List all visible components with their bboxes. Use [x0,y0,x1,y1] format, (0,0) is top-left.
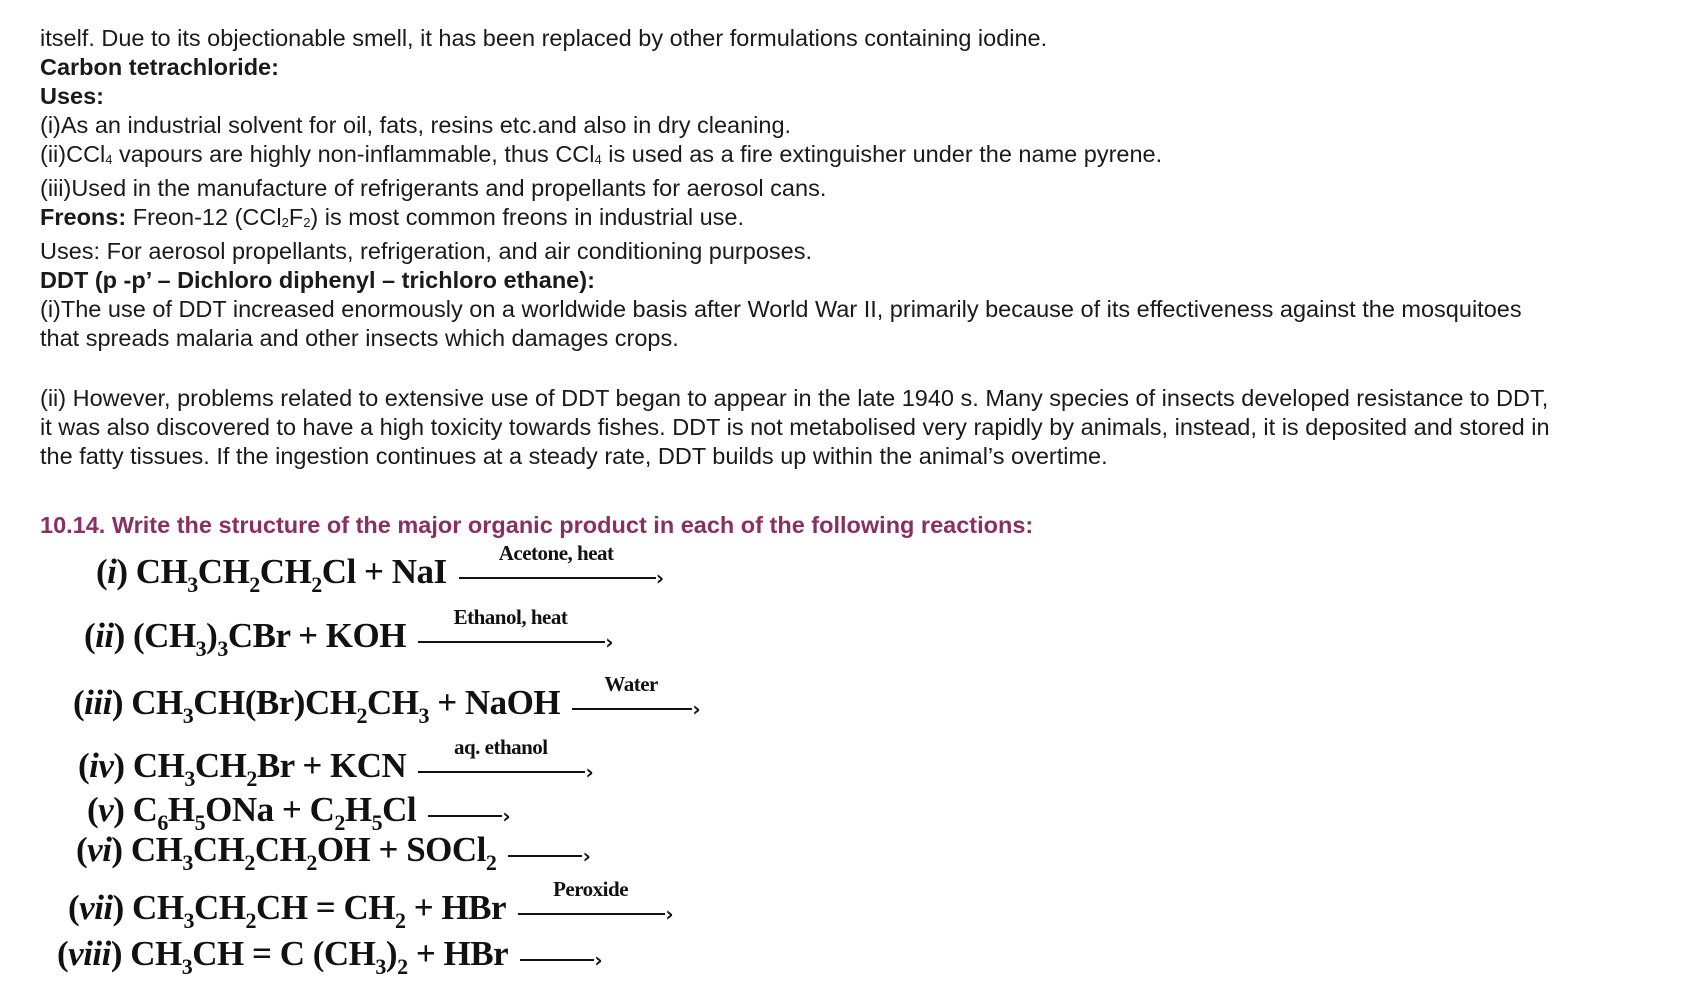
text-run: itself. Due to its objectionable smell, it has been replaced by other formulations containing iodine. [40,25,1048,51]
subscript: 5 [371,810,383,835]
reaction-ii [84,604,613,662]
text-line [40,324,1670,353]
arrow-line [518,913,665,915]
reaction-iv [78,734,594,792]
reaction-arrow-icon [572,671,701,721]
reaction-vi [76,830,590,876]
ddt-problems-paragraph [40,384,1670,471]
formula-text: CH [131,683,183,722]
subscript: 4 [105,152,113,167]
formula-text: CH [132,888,184,927]
subscript: 3 [184,766,195,791]
formula-text: + NaOH [428,683,561,722]
arrow-head: › [582,843,591,868]
reaction-label: (iii) [73,683,132,722]
reaction-numeral: vii [79,888,113,927]
reaction-condition: Acetone, heat [498,540,614,565]
subscript: 3 [217,636,228,661]
text-line [40,140,1670,174]
formula-text: CBr + KOH [227,616,406,655]
reaction-numeral: iv [89,746,114,785]
subscript: 3 [195,636,207,661]
arrow-head: › [605,629,613,654]
subscript: 2 [306,850,317,875]
subscript: 3 [187,572,198,597]
paragraph-line: (ii) However, problems related to extensive use of DDT began to appear in the late 1940 s. Many species of insects developed resistance to DDT, [40,385,1549,411]
question-heading: 10.14. Write the structure of the major organic product in each of the following reactions: [40,512,1034,538]
reaction-arrow-icon [428,803,511,828]
formula-text: CH [259,552,312,591]
formula-text: Cl + NaI [321,552,447,591]
reaction-viii [57,934,602,980]
formula-text: ) [385,934,398,973]
subscript: 2 [281,215,289,230]
formula-text: CH [194,746,247,785]
reaction-label: (iv) [78,746,133,785]
subscript: 2 [485,850,497,875]
formula-text: + HBr [407,934,509,973]
subscript: 3 [183,908,195,933]
subscript: 6 [157,810,168,835]
reaction-numeral: viii [68,934,111,973]
subscript: 4 [594,152,602,167]
reaction-numeral: i [107,552,117,591]
reaction-condition: Ethanol, heat [453,604,568,629]
reaction-arrow-icon [520,947,603,972]
text-line [40,295,1670,324]
formula-text: Br + KCN [256,746,407,785]
reaction-numeral: v [98,790,114,829]
subscript: 3 [182,703,194,728]
subscript: 2 [334,810,345,835]
formula-text: CH [197,552,250,591]
text-run: ) is most common freons in industrial use. [310,204,745,230]
formula-text: CH [130,830,183,869]
bold-text: Carbon tetrachloride: [40,54,279,80]
text-run: Uses: For aerosol propellants, refrigeration, and air conditioning purposes. [40,238,813,264]
formula-text: + HBr [405,888,507,927]
arrow-head: › [692,696,701,721]
reaction-condition: Peroxide [553,876,629,901]
reaction-label: (v) [87,790,133,829]
formula-text: CH [194,888,246,927]
subscript: 2 [356,703,367,728]
subscript: 2 [246,766,257,791]
text-run: that spreads malaria and other insects which damages crops. [40,325,679,351]
reaction-i [96,540,664,598]
arrow-line [418,771,585,773]
subscript: 3 [182,850,193,875]
reaction-numeral: vi [87,830,112,869]
reaction-label: (i) [96,552,136,591]
reaction-arrow-icon [459,540,664,590]
formula-text: CH [135,552,188,591]
formula-text: Cl [382,790,417,829]
text-line [40,111,1670,140]
reaction-iii [73,671,701,729]
arrow-line [459,577,656,579]
subscript: 2 [395,908,406,933]
text-run: vapours are highly non-inflammable, thus CCl [112,141,595,167]
formula-text: CH = C (CH [192,934,376,973]
haloalkane-uses-section [40,24,1670,353]
bold-text: Uses: [40,83,105,109]
formula-text: ONa + C [205,790,335,829]
text-run: Freon-12 (CCl [126,204,282,230]
reaction-arrow-icon [418,734,594,784]
paragraph-line: it was also discovered to have a high toxicity towards fishes. DDT is not metabolised very rapidly by animals, instead, it is deposited and stored in [40,414,1550,440]
reaction-arrow-icon [508,843,591,868]
reaction-label: (vi) [76,830,131,869]
reaction-label: (viii) [57,934,131,973]
arrow-head: › [665,901,674,926]
reaction-vii [68,876,674,934]
subscript: 3 [418,703,429,728]
text-run: is used as a fire extinguisher under the name pyrene. [601,141,1163,167]
text-line [40,53,1670,82]
formula-text: (CH [133,616,196,655]
arrow-line [572,708,692,710]
formula-text: CH [366,683,419,722]
arrow-line [508,855,582,857]
subscript: 3 [375,954,386,979]
text-run: F [288,204,304,230]
bold-text: Freons: [40,204,127,230]
reaction-label: (ii) [84,616,134,655]
reaction-arrow-icon [518,876,674,926]
text-run: (i)As an industrial solvent for oil, fats, resins etc.and also in dry cleaning. [40,112,792,138]
subscript: 5 [194,810,206,835]
reaction-numeral: iii [84,683,112,722]
subscript: 2 [244,850,255,875]
reaction-label: (vii) [68,888,133,927]
subscript: 2 [397,954,408,979]
bold-text: DDT (p -p’ – Dichloro diphenyl – trichloro ethane): [40,267,595,293]
formula-text: CH [132,746,185,785]
formula-text: CH(Br)CH [193,683,357,722]
arrow-head: › [594,947,603,972]
text-line [40,24,1670,53]
formula-text: CH [130,934,182,973]
text-line [40,174,1670,203]
text-line [40,203,1670,237]
subscript: 2 [311,572,322,597]
formula-text: ) [206,616,218,655]
text-line [40,266,1670,295]
formula-text: CH [192,830,245,869]
formula-text: OH + SOCl [316,830,486,869]
formula-text: CH [254,830,307,869]
formula-text: H [167,790,195,829]
arrow-line [418,641,605,643]
arrow-line [428,815,502,817]
formula-text: C [132,790,158,829]
formula-text: H [344,790,372,829]
reaction-condition: aq. ethanol [453,734,548,759]
text-line [40,237,1670,266]
arrow-line [520,959,594,961]
arrow-head: › [655,565,664,590]
subscript: 2 [245,908,257,933]
arrow-head: › [585,759,594,784]
text-line [40,82,1670,111]
formula-text: CH = CH [256,888,395,927]
text-run: (i)The use of DDT increased enormously on a worldwide basis after World War II, primarily because of its effectiveness against the mosquitoes [40,296,1522,322]
subscript: 3 [181,954,193,979]
reaction-arrow-icon [418,604,613,654]
reaction-numeral: ii [95,616,114,655]
text-run: (iii)Used in the manufacture of refrigerants and propellants for aerosol cans. [40,175,827,201]
paragraph-line: the fatty tissues. If the ingestion continues at a steady rate, DDT builds up within the animal’s overtime. [40,443,1108,469]
text-run: (ii)CCl [40,141,106,167]
arrow-head: › [502,803,511,828]
subscript: 2 [303,215,311,230]
reaction-condition: Water [604,671,658,696]
subscript: 2 [249,572,260,597]
